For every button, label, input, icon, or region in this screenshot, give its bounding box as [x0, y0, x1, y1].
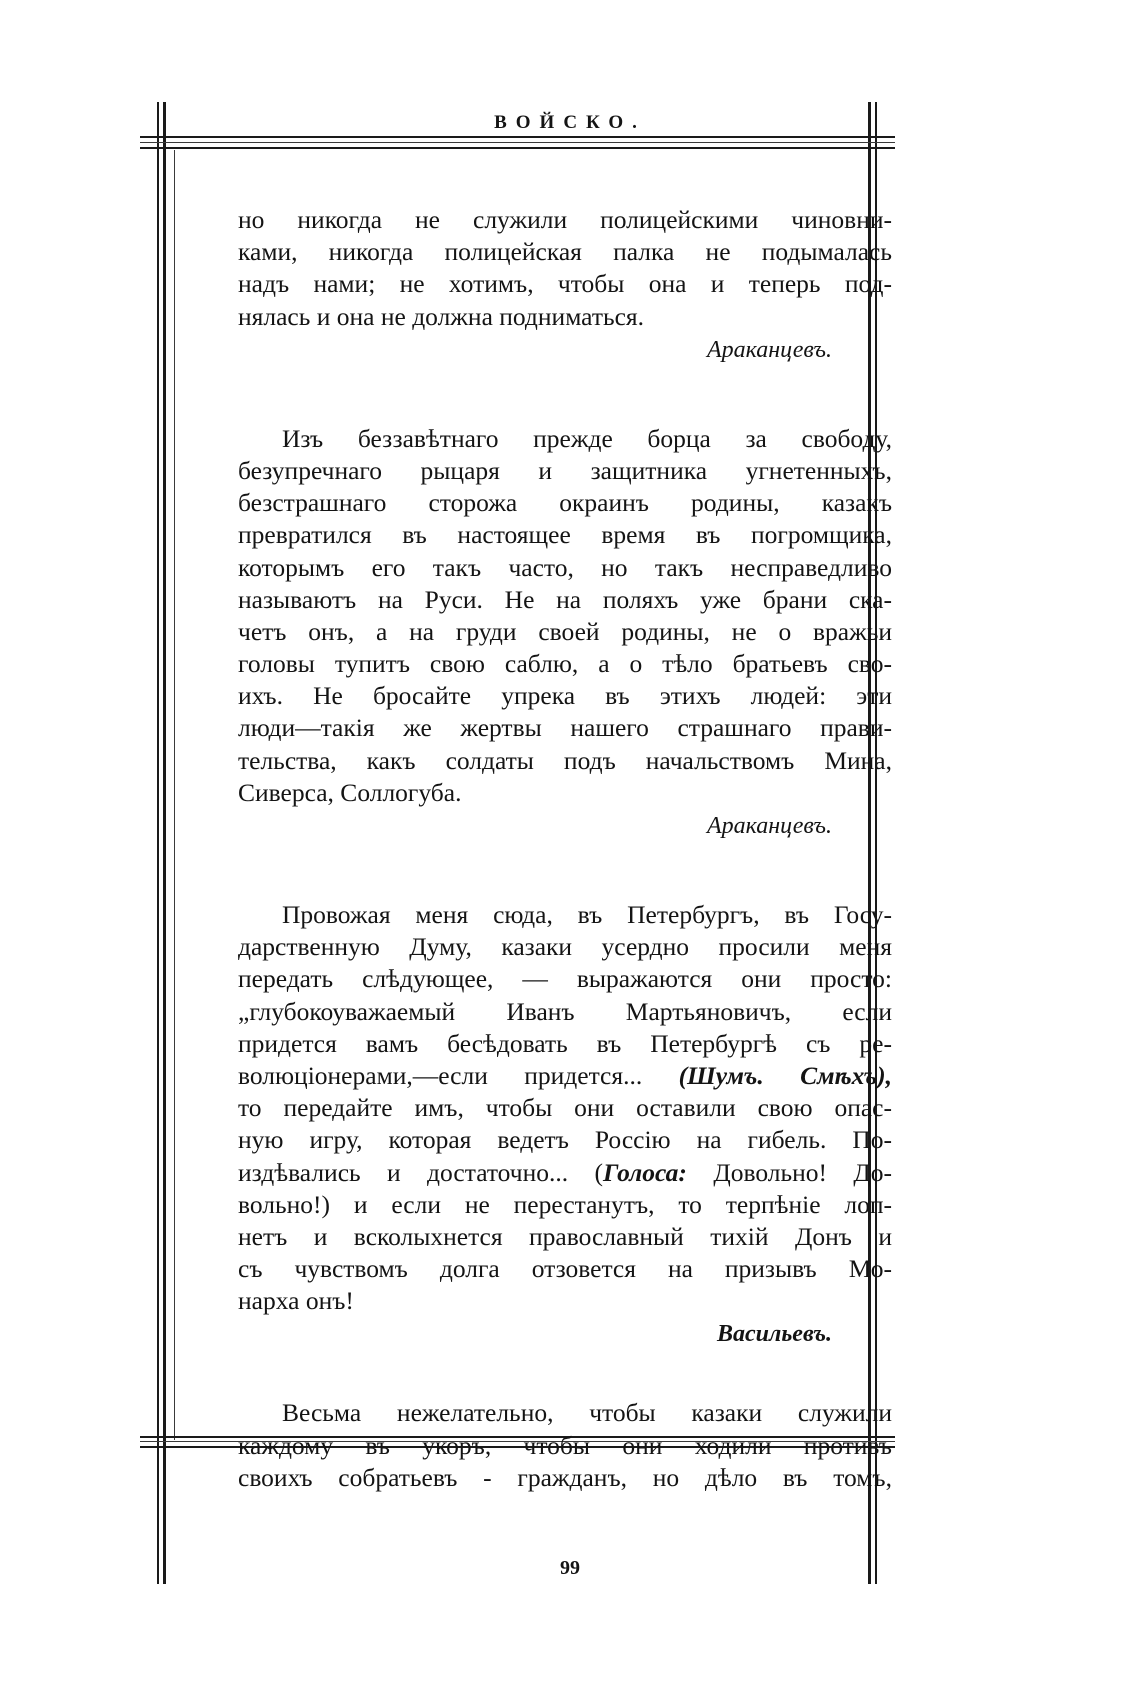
text-line: съ чувствомъ долга отзовется на призывъ Мо-	[238, 1254, 892, 1284]
page-number: 99	[560, 1557, 580, 1579]
text-line: нетъ и всколыхнется православный тихій Донъ и	[238, 1221, 892, 1251]
text-line: нарха онъ!	[238, 1286, 354, 1316]
frame-top-rule-3	[140, 147, 895, 149]
text-span: волюціонерами,—если придется...	[238, 1060, 643, 1090]
quote-block-1	[238, 204, 892, 367]
quote-block-3	[238, 899, 892, 1351]
text-line: называютъ на Руси. Не на поляхъ уже брани ска-	[238, 584, 892, 614]
text-line: вольно!) и если не перестанутъ, то терпѣніе лоп-	[238, 1189, 892, 1219]
text-line: но никогда не служили полицейскими чиновни-	[238, 205, 892, 234]
block-spacer	[238, 843, 892, 899]
text-line: то передайте имъ, чтобы они оставили свою опас-	[238, 1093, 892, 1123]
text-line: нялась и она не должна подниматься.	[238, 301, 645, 331]
text-line: ками, никогда полицейская палка не подымалась	[238, 237, 892, 267]
text-line: Сиверса, Соллогуба.	[238, 777, 462, 807]
signature-arakantsev-1: Араканцевъ.	[706, 336, 832, 363]
text-line: своихъ собратьевъ - гражданъ, но дѣло въ томъ,	[238, 1462, 892, 1492]
page-body	[238, 204, 892, 1494]
text-line: каждому въ укоръ, чтобы они ходили противъ	[238, 1430, 892, 1460]
text-line: превратился въ настоящее время въ погромщика,	[238, 520, 892, 550]
text-line: дарственную Думу, казаки усердно просили меня	[238, 932, 892, 962]
text-line: ную игру, которая ведетъ Россію на гибель. По-	[238, 1125, 892, 1155]
text-line: надъ нами; не хотимъ, чтобы она и теперь под-	[238, 269, 892, 299]
text-line: которымъ его такъ часто, но такъ несправедливо	[238, 552, 892, 582]
stage-remark-noise-laughter: (Шумъ. Смѣхъ),	[678, 1060, 892, 1090]
frame-left-rule-outer	[157, 102, 159, 1584]
signature-vasiliev: Васильевъ.	[717, 1321, 832, 1348]
text-line-with-remark	[238, 1060, 892, 1092]
quote-block-4	[238, 1397, 892, 1494]
text-line: тельства, какъ солдаты подъ начальствомъ Мина,	[238, 745, 892, 775]
text-line: головы тупитъ свою саблю, а о тѣло братьевъ сво-	[238, 649, 892, 679]
running-header: ВОЙСКО.	[494, 112, 646, 133]
block-spacer	[238, 1351, 892, 1397]
frame-left-rule-inner	[163, 102, 166, 1584]
text-line: придется вамъ бесѣдовать въ Петербургѣ съ ре-	[238, 1028, 892, 1058]
text-line: передать слѣдующее, — выражаются они просто:	[238, 964, 892, 994]
text-line: люди—такія же жертвы нашего страшнаго прави-	[238, 713, 892, 743]
text-line: безстрашнаго сторожа окраинъ родины, казакъ	[238, 488, 892, 518]
text-line: безупречнаго рыцаря и защитника угнетенныхъ,	[238, 455, 892, 485]
text-span: Довольно! До-	[713, 1157, 892, 1187]
frame-left-rule-hair	[174, 150, 175, 1440]
text-line-with-remark	[238, 1157, 892, 1189]
block-spacer	[238, 367, 892, 423]
text-line: Провожая меня сюда, въ Петербургъ, въ Госу-	[282, 900, 892, 929]
text-line: Весьма нежелательно, чтобы казаки служили	[282, 1398, 892, 1428]
text-line: „глубокоуважаемый Иванъ Мартьяновичъ, если	[238, 996, 892, 1026]
text-span: издѣвались и достаточно... (	[238, 1157, 603, 1187]
signature-arakantsev-2: Араканцевъ.	[706, 813, 832, 839]
text-line: Изъ беззавѣтнаго прежде борца за свободу,	[282, 423, 892, 453]
quote-block-2	[238, 423, 892, 843]
frame-top-rule-2	[140, 142, 895, 143]
text-line: ихъ. Не бросайте упрека въ этихъ людей: эти	[238, 681, 892, 711]
frame-top-rule-1	[140, 136, 895, 138]
stage-remark-voices: Голоса:	[602, 1157, 687, 1187]
text-line: четъ онъ, а на груди своей родины, не о вражьи	[238, 616, 892, 646]
